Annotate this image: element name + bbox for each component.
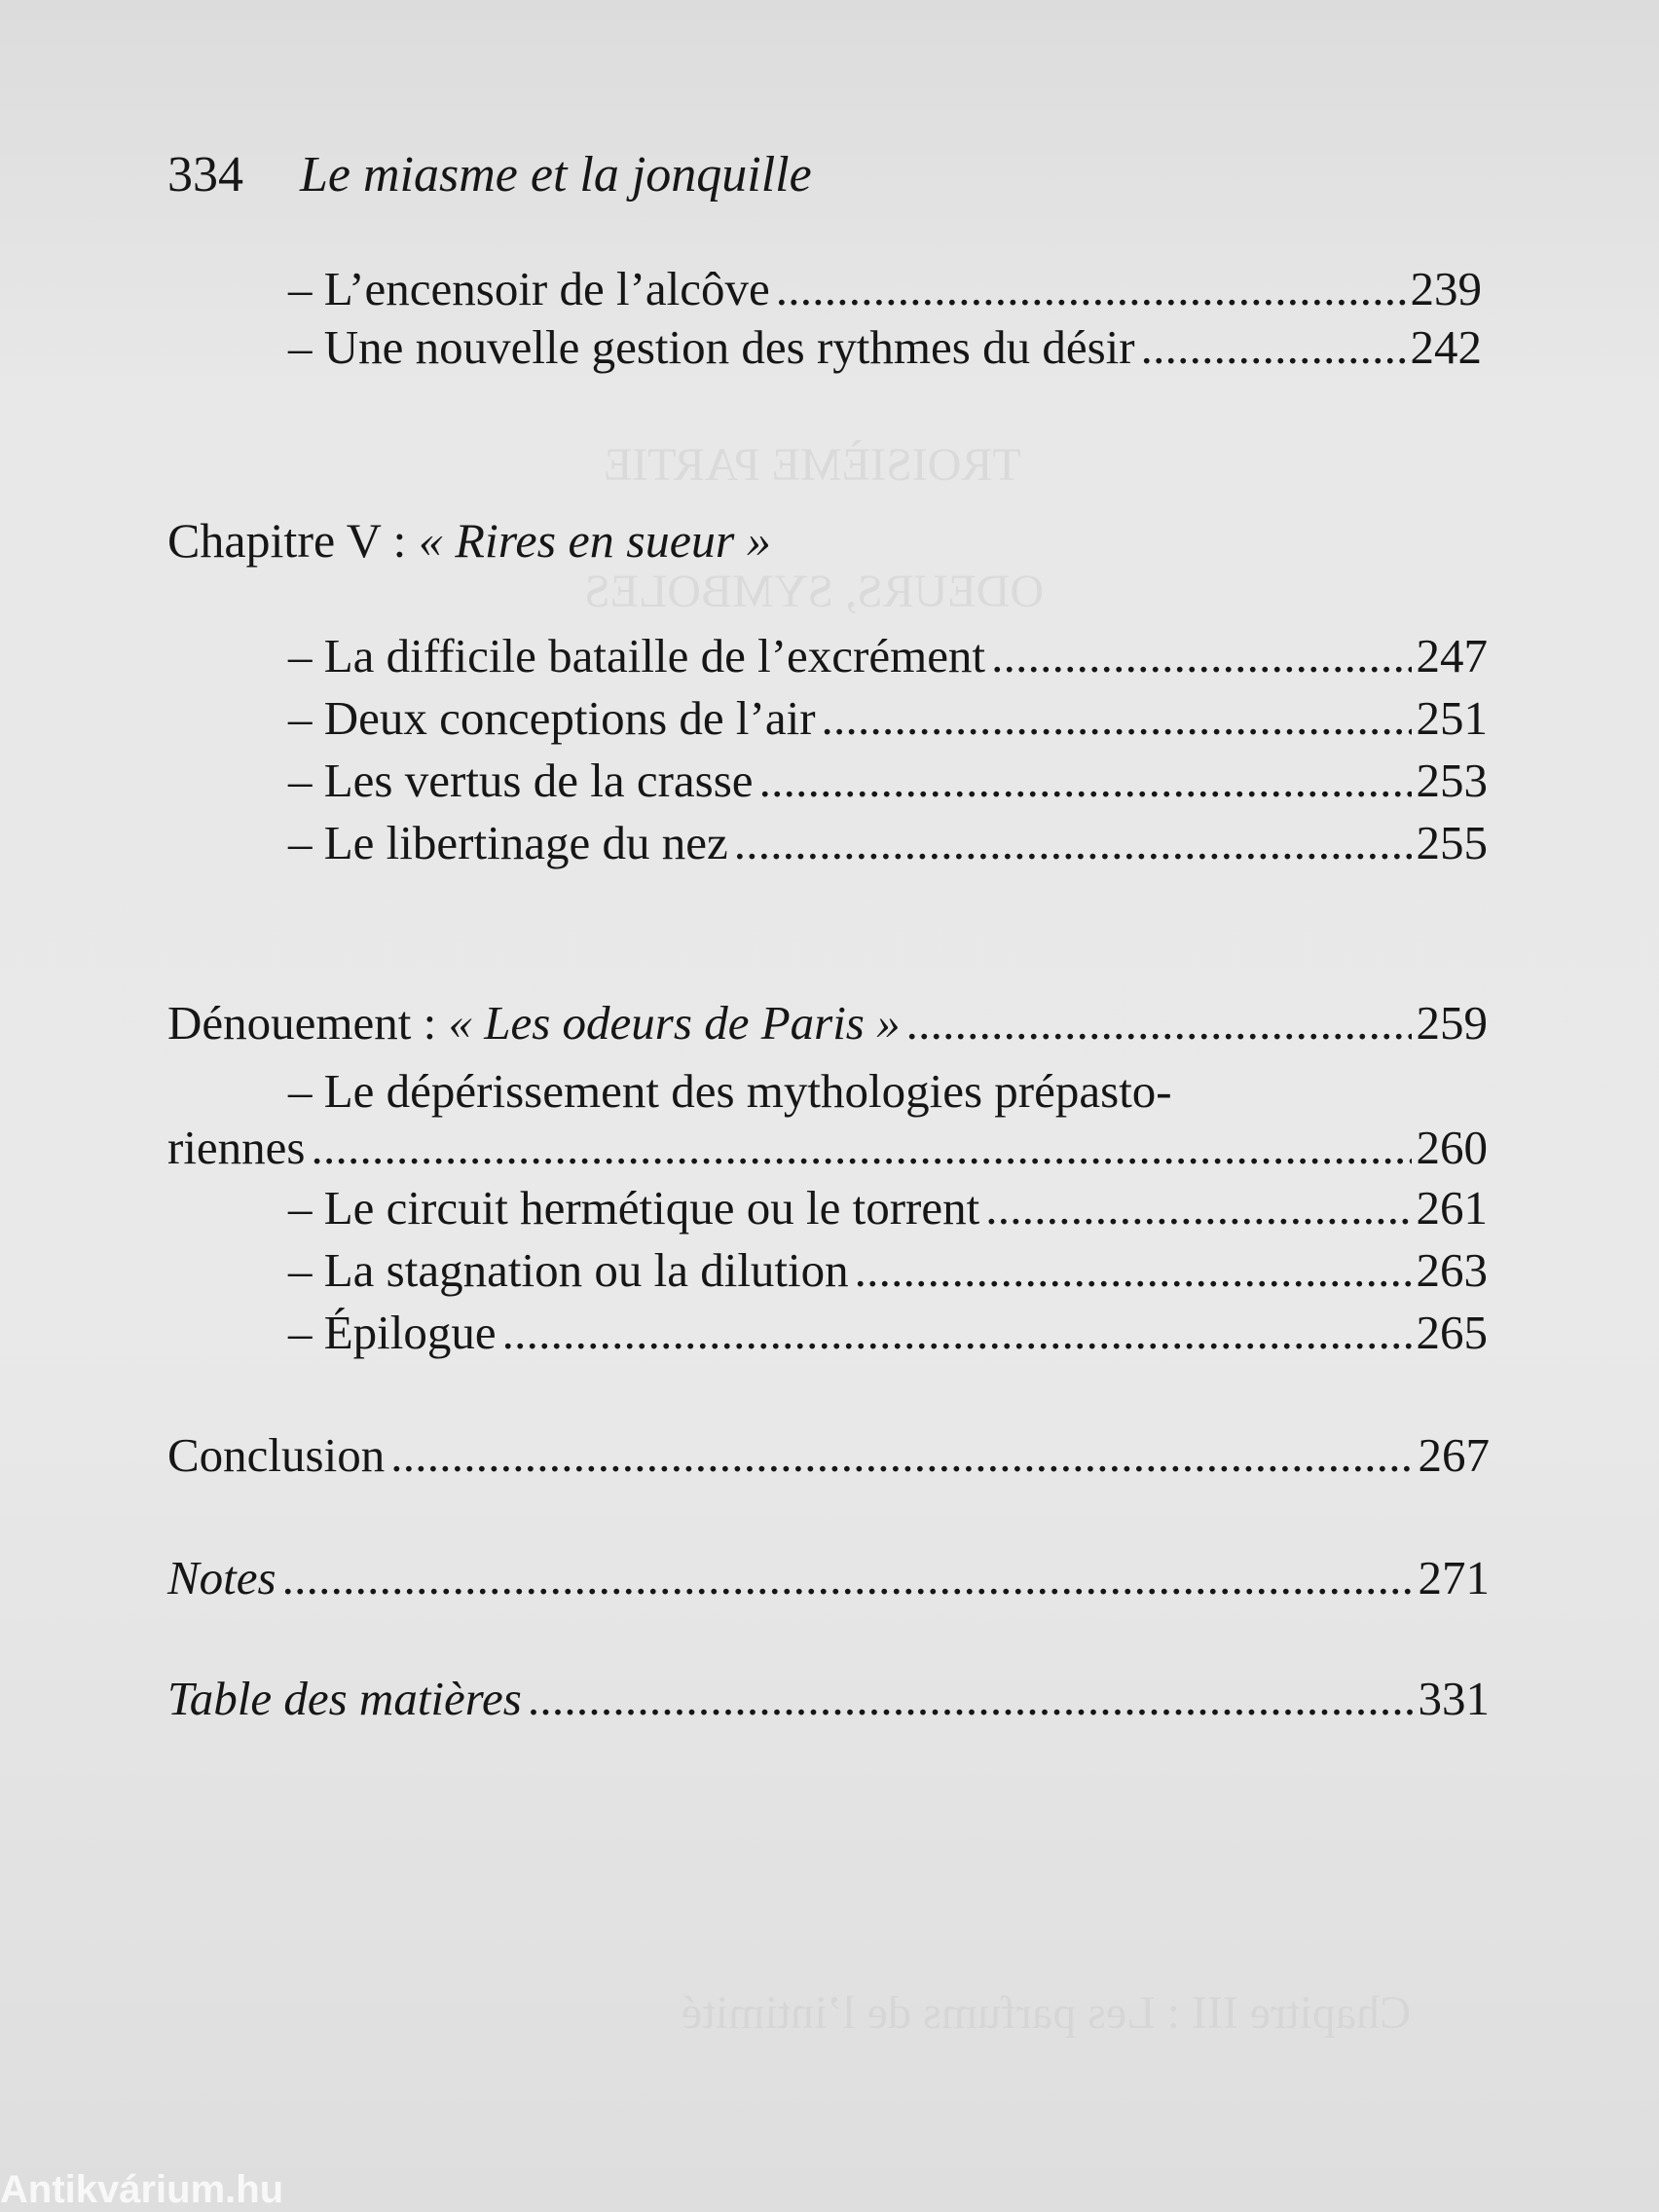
chapter-prefix: Chapitre V : <box>167 513 419 568</box>
toc-notes <box>167 1550 1490 1608</box>
toc-entry-label: Table des matières <box>167 1672 522 1725</box>
toc-entry-label: – La difficile bataille de l’excrément <box>288 629 986 682</box>
dot-leader <box>759 753 1412 808</box>
toc-entry <box>288 753 1488 811</box>
dot-leader <box>991 628 1412 683</box>
toc-entry-page: 267 <box>1418 1428 1490 1482</box>
toc-entry-label: – L’encensoir de l’alcôve <box>288 262 770 315</box>
toc-entry-page: 261 <box>1416 1181 1488 1235</box>
toc-entry-label: Conclusion <box>167 1428 386 1482</box>
header-book-title: Le miasme et la jonquille <box>300 147 812 203</box>
dot-leader <box>985 1180 1412 1235</box>
chapter-title: « Les odeurs de Paris » <box>448 996 901 1050</box>
dot-leader <box>734 815 1412 870</box>
toc-entry <box>288 690 1488 749</box>
toc-entry-page: 247 <box>1416 629 1488 682</box>
toc-entry <box>288 261 1482 319</box>
toc-entry-page: 331 <box>1418 1672 1490 1725</box>
dot-leader <box>1141 319 1412 375</box>
chapter-title: « Rires en sueur » <box>418 513 771 568</box>
dot-leader <box>390 1427 1414 1483</box>
toc-entry-label: – Deux conceptions de l’air <box>288 691 816 745</box>
toc-entry <box>288 628 1488 686</box>
dot-leader <box>528 1671 1414 1726</box>
toc-entry-label: Notes <box>167 1551 276 1604</box>
dot-leader <box>906 995 1412 1051</box>
toc-entry-label: – Une nouvelle gestion des rythmes du désir <box>288 320 1135 374</box>
toc-entry-label: – Le circuit hermétique ou le torrent <box>288 1181 980 1235</box>
dot-leader <box>776 261 1412 316</box>
toc-conclusion <box>167 1427 1490 1486</box>
chapter-heading <box>167 512 771 569</box>
toc-entry-label: – Épilogue <box>288 1306 497 1359</box>
toc-entry <box>288 1305 1488 1363</box>
dot-leader <box>312 1120 1413 1175</box>
running-header <box>167 146 812 203</box>
header-page-number: 334 <box>167 147 243 203</box>
toc-entry-page: 265 <box>1416 1306 1488 1359</box>
toc-entry-label-continued: riennes <box>167 1121 306 1174</box>
chapter-prefix: Dénouement : <box>167 996 449 1050</box>
show-through-text: ODEURS, SYMBOLES <box>584 566 1045 617</box>
toc-entry-page: 259 <box>1416 996 1488 1050</box>
toc-entry-page: 271 <box>1418 1551 1490 1604</box>
toc-entry-page: 263 <box>1416 1243 1488 1297</box>
toc-entry-label: – La stagnation ou la dilution <box>288 1243 849 1297</box>
toc-entry-page: 253 <box>1416 754 1488 807</box>
toc-entry <box>288 815 1488 873</box>
toc-entry-page: 242 <box>1410 320 1482 374</box>
dot-leader <box>822 690 1412 746</box>
toc-entry <box>288 319 1482 378</box>
toc-entry-page: 251 <box>1416 691 1488 745</box>
toc-entry-label-wrapped: – Le dépérissement des mythologies prépasto- <box>288 1064 1172 1118</box>
toc-entry-label: – Le libertinage du nez <box>288 816 728 869</box>
dot-leader <box>282 1550 1414 1605</box>
toc-entry-page: 239 <box>1410 262 1482 315</box>
toc-chapter-entry <box>167 995 1488 1053</box>
toc-entry <box>288 1180 1488 1238</box>
dot-leader <box>502 1305 1412 1360</box>
watermark: Antikvárium.hu <box>0 2168 284 2211</box>
toc-entry-page: 255 <box>1416 816 1488 869</box>
toc-entry <box>167 1120 1488 1178</box>
toc-table <box>167 1671 1490 1729</box>
show-through-text: Chapitre III : Les parfums de l’intimité <box>682 1987 1412 2039</box>
toc-entry <box>288 1242 1488 1301</box>
show-through-text: TROISIÈME PARTIE <box>604 439 1021 491</box>
toc-entry-page: 260 <box>1416 1121 1488 1174</box>
toc-entry-label: – Les vertus de la crasse <box>288 754 754 807</box>
dot-leader <box>855 1242 1412 1298</box>
toc-entry-label <box>167 995 901 1051</box>
